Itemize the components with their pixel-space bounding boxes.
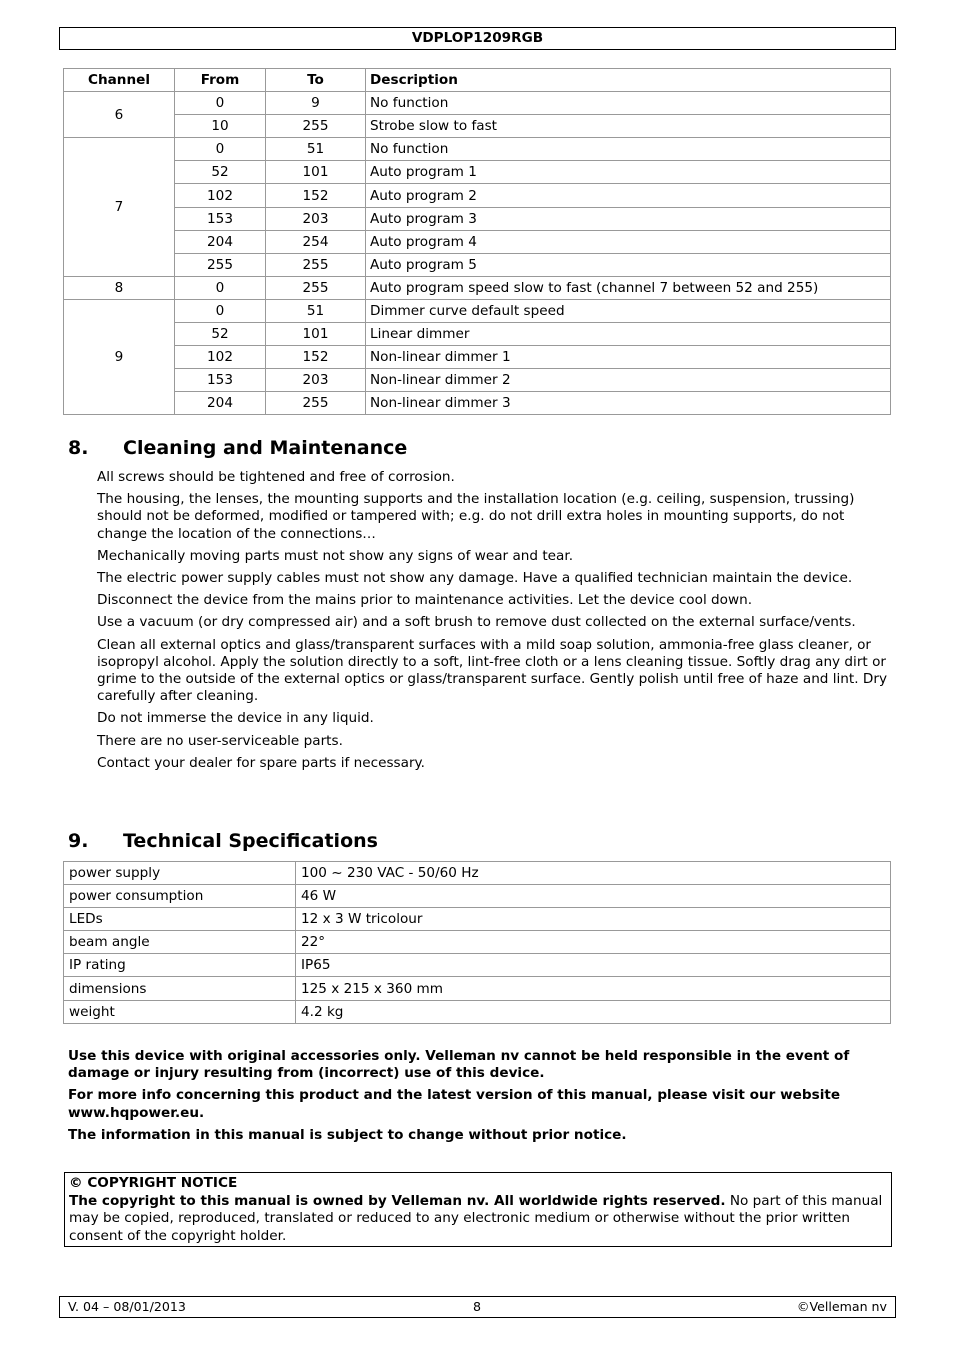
from-cell: 10 [175,115,266,138]
to-cell: 203 [266,207,366,230]
table-row [64,207,891,230]
table-header-row [64,69,891,92]
description-cell: Strobe slow to fast [366,115,891,138]
spec-value: 125 x 215 x 360 mm [296,977,891,1000]
page-footer [59,1296,896,1318]
table-row [64,92,891,115]
column-header-channel: Channel [64,69,175,92]
section-heading-cleaning [68,436,407,460]
paragraph: The housing, the lenses, the mounting supports and the installation location (e.g. ceiling, suspension, trussing) should not be deformed, modified or tampered with; e.g. do not drill extra holes in mounting supports, do not change the location of the connections… [97,491,855,542]
table-row [64,392,891,415]
from-cell: 52 [175,323,266,346]
table-row [64,954,891,977]
note-paragraph: Use this device with original accessories only. Velleman nv cannot be held responsible in the event of damage or injury resulting from (incorrect) use of this device. [68,1048,850,1082]
table-row [64,161,891,184]
description-cell: No function [366,138,891,161]
channel-cell: 8 [64,276,175,299]
description-cell: Auto program 1 [366,161,891,184]
spec-label: power consumption [64,885,296,908]
copyright-title: © COPYRIGHT NOTICE [69,1175,238,1191]
table-row [64,276,891,299]
description-cell: Auto program 2 [366,184,891,207]
channel-cell: 7 [64,138,175,277]
description-cell: Non-linear dimmer 3 [366,392,891,415]
table-row [64,184,891,207]
to-cell: 101 [266,161,366,184]
copyright-text [69,1193,887,1246]
spec-label: weight [64,1000,296,1023]
table-row [64,115,891,138]
spec-label: dimensions [64,977,296,1000]
from-cell: 204 [175,392,266,415]
from-cell: 255 [175,253,266,276]
table-row [64,862,891,885]
page-number: 8 [473,1299,482,1314]
table-row [64,230,891,253]
spec-value: 100 ~ 230 VAC - 50/60 Hz [296,862,891,885]
to-cell: 152 [266,184,366,207]
paragraph: There are no user-serviceable parts. [97,732,343,749]
from-cell: 102 [175,346,266,369]
from-cell: 0 [175,138,266,161]
copyright-notice-box [64,1172,892,1247]
table-row [64,138,891,161]
paragraph: Mechanically moving parts must not show any signs of wear and tear. [97,547,574,564]
paragraph: Do not immerse the device in any liquid. [97,710,374,727]
description-cell: Auto program speed slow to fast (channel 7 between 52 and 255) [366,276,891,299]
description-cell: No function [366,92,891,115]
table-row [64,908,891,931]
spec-label: LEDs [64,908,296,931]
paragraph: The electric power supply cables must not show any damage. Have a qualified technician maintain the device. [97,570,853,587]
column-header-to: To [266,69,366,92]
spec-value: 46 W [296,885,891,908]
table-row [64,885,891,908]
page-header-model: VDPLOP1209RGB [59,27,896,50]
table-row [64,299,891,322]
to-cell: 101 [266,323,366,346]
footer-owner: ©Velleman nv [796,1299,887,1314]
to-cell: 203 [266,369,366,392]
section-title: Cleaning and Maintenance [123,437,408,459]
footer-version: V. 04 – 08/01/2013 [68,1299,186,1314]
column-header-description: Description [366,69,891,92]
description-cell: Dimmer curve default speed [366,299,891,322]
channel-cell: 6 [64,92,175,138]
from-cell: 204 [175,230,266,253]
to-cell: 9 [266,92,366,115]
paragraph: Disconnect the device from the mains prior to maintenance activities. Let the device cool down. [97,592,753,609]
spec-value: 12 x 3 W tricolour [296,908,891,931]
paragraph: Contact your dealer for spare parts if necessary. [97,754,425,771]
to-cell: 255 [266,276,366,299]
to-cell: 255 [266,253,366,276]
table-row [64,1000,891,1023]
table-row [64,346,891,369]
from-cell: 52 [175,161,266,184]
paragraph: Clean all external optics and glass/transparent surfaces with a mild soap solution, ammonia-free glass cleaner, or isopropyl alcohol. Apply the solution directly to a soft, lint-free cloth or a lens cleaning tissue. Softly drag any dirt or grime to the outside of the external optics or glass/transparent surface. Gently polish until free of haze and lint. Dry carefully after cleaning. [97,636,887,705]
section-number: 8. [68,437,89,459]
to-cell: 254 [266,230,366,253]
paragraph: Use a vacuum (or dry compressed air) and a soft brush to remove dust collected on the external surface/vents. [97,614,856,631]
note-paragraph: For more info concerning this product and the latest version of this manual, please visit our website www.hqpower.eu. [68,1087,841,1121]
note-paragraph: The information in this manual is subject to change without prior notice. [68,1126,627,1143]
from-cell: 102 [175,184,266,207]
to-cell: 51 [266,299,366,322]
from-cell: 153 [175,369,266,392]
copyright-bold-text: The copyright to this manual is owned by Velleman nv. All worldwide rights reserved. [69,1192,726,1209]
description-cell: Auto program 5 [366,253,891,276]
description-cell: Non-linear dimmer 1 [366,346,891,369]
from-cell: 153 [175,207,266,230]
cleaning-paragraphs [97,469,892,777]
description-cell: Auto program 3 [366,207,891,230]
paragraph: All screws should be tightened and free of corrosion. [97,469,455,485]
from-cell: 0 [175,299,266,322]
dmx-channel-table [63,68,891,415]
spec-label: beam angle [64,931,296,954]
to-cell: 152 [266,346,366,369]
section-title: Technical Specifications [123,830,378,852]
to-cell: 255 [266,115,366,138]
description-cell: Linear dimmer [366,323,891,346]
to-cell: 51 [266,138,366,161]
section-heading-specifications [68,829,378,853]
copyright-body-text: No part of this manual may be copied, reproduced, translated or reduced to any electronic medium or otherwise without the prior written consent of the copyright holder. [69,1192,883,1244]
section-number: 9. [68,830,89,852]
important-notes [68,1048,892,1149]
spec-label: IP rating [64,954,296,977]
description-cell: Non-linear dimmer 2 [366,369,891,392]
from-cell: 0 [175,92,266,115]
description-cell: Auto program 4 [366,230,891,253]
to-cell: 255 [266,392,366,415]
table-row [64,369,891,392]
table-row [64,323,891,346]
table-row [64,931,891,954]
table-row [64,977,891,1000]
column-header-from: From [175,69,266,92]
table-row [64,253,891,276]
channel-cell: 9 [64,299,175,414]
spec-label: power supply [64,862,296,885]
specifications-table [63,861,891,1024]
spec-value: 22° [296,931,891,954]
spec-value: 4.2 kg [296,1000,891,1023]
from-cell: 0 [175,276,266,299]
spec-value: IP65 [296,954,891,977]
